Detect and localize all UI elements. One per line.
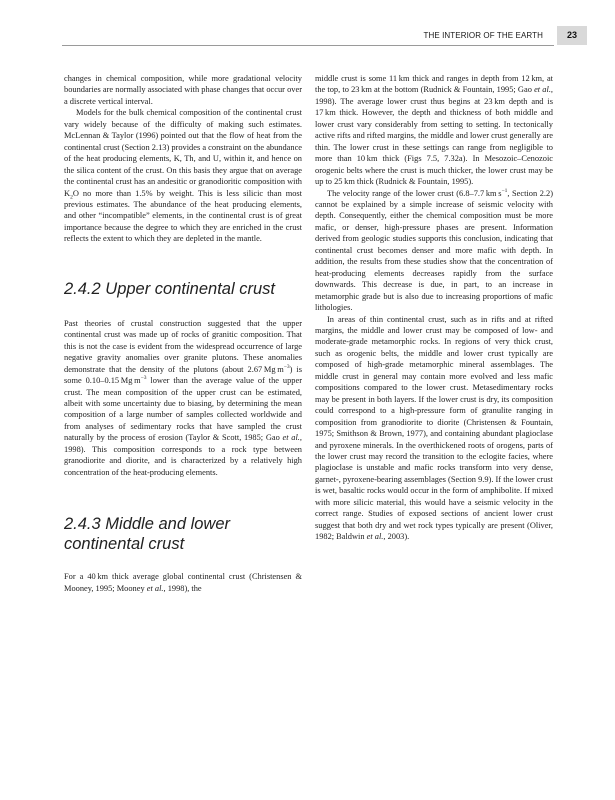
left-column	[64, 73, 302, 594]
paragraph-thin-crust: In areas of thin continental crust, such as in rifts and at rifted margins, the middle and lower crust may be composed of low- and moderate-grade metamorphic rocks. In regions of very thick crust, such as orogenic belts, the middle and lower crust typically are composed of high-grade metamorphic mineral assemblages. The middle crust in general may contain more evolved and less mafic compositions compared to the lower crust. Metasedimentary rocks may be present in both layers. If the lower crust is dry, its composition could correspond to a high-pressure form of granulite ranging in composition from granodiorite to diorite (Christensen & Fountain, 1975; Smithson & Brown, 1977), and containing abundant plagioclase and pyroxene minerals. In the overthickened roots of orogens, parts of the lower crust may record the transition to the eclogite facies, where plagioclase is unstable and mafic rocks transform into very dense, garnet-, pyroxene-bearing assemblages (Section 9.9). If the lower crust is wet, basaltic rocks would occur in the form of amphibolite. If mixed with more silicic material, this would have a seismic velocity in the correct range. Studies of exposed sections of ancient lower crust suggest that both dry and wet rock types typically are present (Oliver, 1982; Baldwin et al., 2003).	[315, 314, 553, 542]
paragraph-middle-lower-intro: For a 40 km thick average global continental crust (Christensen & Mooney, 1995; Mooney et al., 1998), the	[64, 572, 302, 593]
right-column	[315, 73, 553, 543]
paragraph-middle-crust-thickness: middle crust is some 11 km thick and ranges in depth from 12 km, at the top, to 23 km at the bottom (Rudnick & Fountain, 1995; Gao et al., 1998). The average lower crust thus begins at 23 km depth and is 17 km thick. However, the depth and thickness of both middle and lower crust vary considerably from setting to setting. In tectonically active rifts and rifted margins, the middle and lower crust generally are thin. The lower crust in these settings can range from negligible to more than 10 km thick (Figs 7.5, 7.32a). In Mesozoic–Cenozoic orogenic belts where the crust is much thicker, the lower crust may be up to 25 km thick (Rudnick & Fountain, 1995).	[315, 74, 554, 187]
paragraph-lower-crust-velocity: The velocity range of the lower crust (6.8–7.7 km $s^{-1}$, Section 2.2) cannot be explained by a simple increase of seismic velocity with depth. Consequently, either the chemical composition must be more mafic, or denser, high-pressure phases are present. Information derived from geologic studies supports this conclusion, indicating that continental crust becomes denser and more mafic with depth. In addition, the results from these studies show that the concentration of heat-producing elements decreases rapidly from the surface downwards. This decrease is due, in part, to an increase in metamorphic grade but is also due to increasing proportions of mafic lithologies.	[315, 187, 553, 313]
paragraph-phase-changes: changes in chemical composition, while more gradational velocity boundaries are normally associated with phase changes that occur over a discrete vertical interval.	[64, 74, 302, 106]
paragraph-upper-crust: Past theories of crustal construction suggested that the upper continental crust was made up of rocks of granitic composition. That this is not the case is evident from the widespread occurrence of large negative gravity anomalies over granite plutons. These anomalies demonstrate that the density of the plutons (about 2.67 Mg $m^{-3}$) is some 0.10–0.15 Mg $m^{-3}$ lower than the average value of the upper crust. The mean composition of the upper crust can be estimated, albeit with some uncertainty due to biasing, by determining the mean composition of a large number of samples collected worldwide and from analyses of sedimentary rocks that have sampled the crust naturally by the process of erosion (Taylor & Scott, 1985; Gao et al., 1998). This composition corresponds to a rock type between granodiorite and diorite, and is characterized by a relatively high concentration of the heat-producing elements.	[64, 318, 302, 477]
paragraph-bulk-composition: Models for the bulk chemical composition of the continental crust vary widely because of the difficulty of making such estimates. McLennan & Taylor (1996) pointed out that the flow of heat from the continental crust (Section 2.13) provides a constraint on the abundance of the heat producing elements, K, Th, and U, within it, and hence on the silica content of the crust. On this basis they argue that on average the continental crust has an andesitic or granodioritic composition with $K_2O$ no more than 1.5% by weight. This is less silicic than most previous estimates. The abundance of the heat producing elements, and other “incompatible” elements, in the continental crust is of great importance because the degree to which they are enriched in the crust reflects the extent to which they are depleted in the mantle.	[64, 108, 302, 244]
running-head: THE INTERIOR OF THE EARTH	[423, 31, 543, 40]
page-number: 23	[557, 26, 587, 45]
section-heading-middle-lower-crust: 2.4.3 Middle and lower continental crust	[64, 515, 231, 554]
section-heading-upper-crust: 2.4.2 Upper continental crust	[64, 279, 275, 298]
header-rule	[62, 45, 554, 46]
